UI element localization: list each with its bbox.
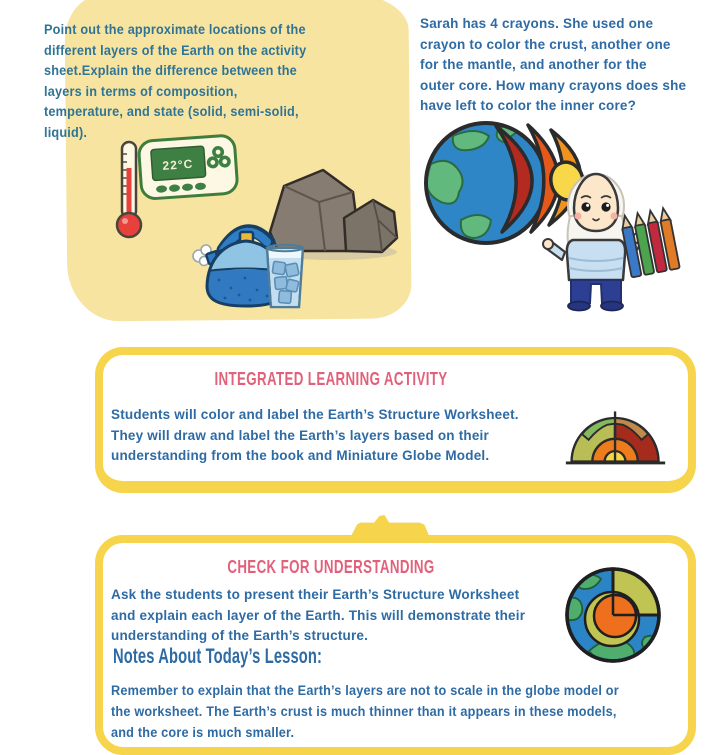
integrated-activity-title: INTEGRATED LEARNING ACTIVITY [214, 369, 448, 389]
word-problem-line: outer core. How many crayons does she [420, 77, 687, 93]
word-problem-illustration [415, 112, 715, 317]
word-problem-line: Sarah has 4 crayons. She used one [420, 16, 654, 31]
thermometer-icon [117, 142, 141, 237]
activity-line: liquid). [44, 124, 88, 140]
activity-line: temperature, and state (solid, semi-solid, [44, 104, 299, 119]
body-line: Ask the students to present their Earth’s Structure Worksheet [111, 587, 520, 602]
ice-glass-icon [267, 245, 303, 307]
body-line: and explain each layer of the Earth. This will demonstrate their [111, 607, 526, 623]
body-line: understanding from the book and Miniature Globe Model. [111, 448, 490, 463]
body-line: They will draw and label the Earth’s layers based on their [111, 427, 489, 443]
word-problem-line: crayon to color the crust, another one [420, 36, 671, 52]
activity-line: different layers of the Earth on the activity [44, 42, 307, 58]
thermostat-icon [138, 135, 238, 200]
body-line: Students will color and label the Earth’s Structure Worksheet. [111, 407, 519, 422]
notes-line: Remember to explain that the Earth’s layers are not to scale in the globe model or [111, 683, 619, 698]
integrated-activity-body [111, 405, 519, 467]
rocks-icon [269, 170, 397, 260]
notes-body [111, 680, 619, 743]
notes-heading: Notes About Today’s Lesson: [113, 645, 323, 668]
word-problem-text [420, 14, 686, 117]
activity-line: Point out the approximate locations of the [44, 22, 306, 37]
notes-line: the worksheet. The Earth’s crust is much thinner than it appears in these models, [111, 704, 617, 719]
body-line: understanding of the Earth’s structure. [111, 628, 369, 643]
check-for-understanding-card [95, 535, 696, 755]
activity-instructions [44, 20, 306, 143]
activity-illustrations [95, 130, 405, 318]
thermostat-reading: 22°C [162, 156, 194, 173]
activity-line: layers in terms of composition, [44, 83, 238, 99]
check-title: CHECK FOR UNDERSTANDING [227, 557, 435, 577]
notes-line: and the core is much smaller. [111, 725, 295, 740]
earth-cross-section-icon [564, 401, 668, 471]
earth-globe-cutaway-icon [549, 565, 689, 667]
crayons-icon [620, 207, 680, 277]
check-body [111, 585, 525, 647]
activity-line: sheet.Explain the difference between the [44, 63, 297, 78]
word-problem-line: have left to color the inner core? [420, 98, 637, 113]
earth-layers-exploded-icon [426, 123, 587, 243]
word-problem-line: for the mantle, and another for the [420, 57, 647, 72]
integrated-learning-activity-card [95, 347, 696, 493]
